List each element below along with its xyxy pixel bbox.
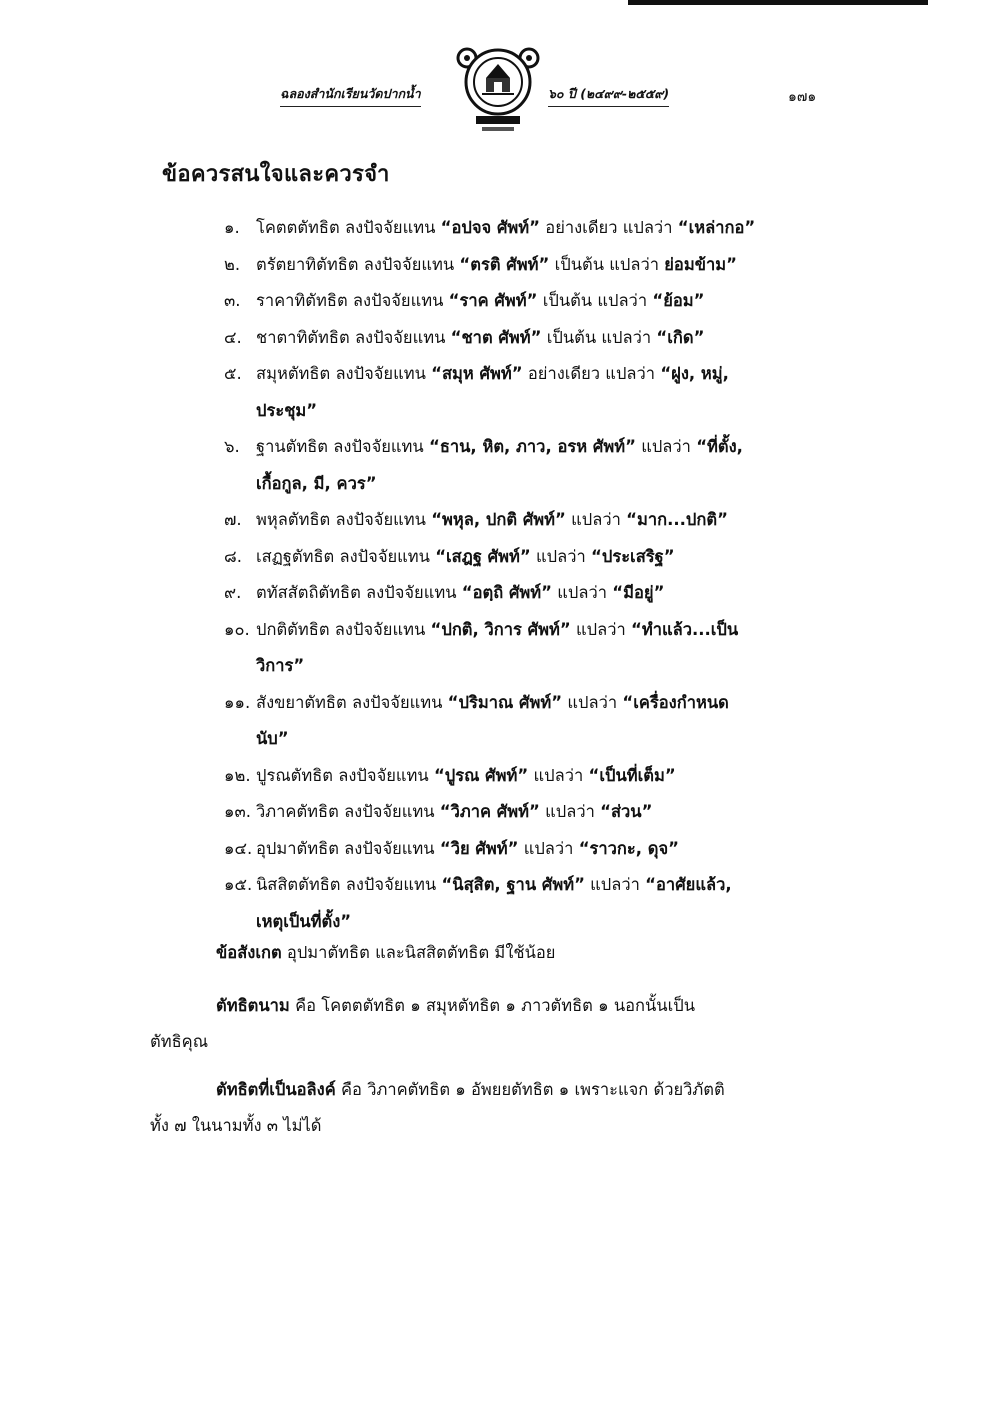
- item-continuation-text: วิการ”: [256, 656, 305, 675]
- page-number: ๑๗๑: [788, 89, 817, 105]
- item-number: ๑๑.: [224, 692, 251, 712]
- header-center-text: ๖๐ ปี (๒๔๙๙-๒๕๕๙): [548, 84, 669, 107]
- item-meaning: “มีอยู่”: [612, 583, 665, 602]
- item-text: [256, 356, 840, 393]
- item-name: ปกติตัทธิต ลงปัจจัยแทน: [256, 619, 426, 639]
- item-text: [256, 539, 840, 576]
- item-text: [256, 867, 840, 904]
- item-text: [256, 247, 840, 284]
- item-word: “ราค ศัพท์”: [448, 291, 538, 310]
- list-item: [224, 429, 840, 466]
- list-item: [224, 867, 840, 904]
- list-item: [224, 247, 840, 284]
- item-qualifier: เป็นต้น แปลว่า: [554, 254, 660, 274]
- item-qualifier: เป็นต้น แปลว่า: [546, 327, 652, 347]
- item-word: “ชาต ศัพท์”: [450, 327, 542, 347]
- temple-seal-icon: [450, 38, 546, 138]
- item-continuation: [224, 904, 840, 941]
- item-qualifier: แปลว่า: [557, 583, 608, 602]
- item-meaning: “ส่วน”: [600, 802, 653, 821]
- item-meaning: “เป็นที่เต็ม”: [588, 765, 676, 785]
- item-meaning: “เกิด”: [656, 327, 705, 347]
- item-name: สังขยาตัทธิต ลงปัจจัยแทน: [256, 692, 443, 712]
- item-meaning: “ประเสริฐ”: [591, 546, 675, 566]
- item-number: ๙.: [224, 583, 242, 602]
- item-text: [256, 685, 840, 722]
- list-item: [224, 685, 840, 722]
- item-word: “อตฺถิ ศัพท์”: [461, 583, 553, 602]
- item-qualifier: แปลว่า: [590, 875, 640, 894]
- paragraph-taddhita-alinga: [150, 1072, 850, 1144]
- list-item: [224, 758, 840, 795]
- item-continuation-text: เกื้อกูล, มี, ควร”: [256, 473, 377, 493]
- para2-line1: คือ วิภาคตัทธิต ๑ อัพยยตัทธิต ๑ เพราะแจก ด้วยวิภัตติ: [341, 1080, 725, 1099]
- item-meaning: “เครื่องกำหนด: [622, 692, 729, 712]
- item-text: [256, 283, 840, 320]
- item-meaning: “มาก...ปกติ”: [626, 510, 728, 529]
- list-item: [224, 320, 840, 357]
- item-name: โคตตตัทธิต ลงปัจจัยแทน: [256, 218, 436, 237]
- item-name: ราคาทิตัทธิต ลงปัจจัยแทน: [256, 291, 444, 310]
- item-number: ๗.: [224, 510, 242, 529]
- item-word: “เสฎฐ ศัพท์”: [435, 546, 531, 566]
- item-word: “สมุห ศัพท์”: [431, 364, 523, 383]
- item-continuation: [224, 466, 840, 503]
- item-name: ตรัตยาทิตัทธิต ลงปัจจัยแทน: [256, 254, 455, 274]
- item-number: ๑๐.: [224, 619, 250, 639]
- item-text: [256, 429, 840, 466]
- item-continuation: [224, 648, 840, 685]
- note-line: [216, 940, 555, 966]
- para2-label: ตัทธิตที่เป็นอลิงค์: [216, 1080, 336, 1099]
- item-number: ๓.: [224, 291, 241, 310]
- item-continuation-text: ประชุม”: [256, 400, 318, 420]
- list-item: [224, 539, 840, 576]
- item-word: “ธาน, หิต, ภาว, อรห ศัพท์”: [428, 437, 636, 456]
- item-qualifier: แปลว่า: [523, 838, 574, 858]
- item-qualifier: อย่างเดียว แปลว่า: [545, 218, 673, 237]
- item-continuation: [224, 393, 840, 430]
- item-number: ๑๓.: [224, 802, 251, 821]
- note-label: ข้อสังเกต: [216, 943, 282, 962]
- item-text: [256, 210, 840, 247]
- item-meaning: “ย้อม”: [652, 291, 705, 310]
- note-text: อุปมาตัทธิต และนิสสิตตัทธิต มีใช้น้อย: [286, 943, 556, 962]
- item-meaning: “ฝูง, หมู่,: [660, 364, 729, 383]
- list-item: [224, 831, 840, 868]
- item-qualifier: แปลว่า: [533, 765, 584, 785]
- item-number: ๑๒.: [224, 765, 251, 785]
- para2-line2: ทั้ง ๗ ในนามทั้ง ๓ ไม่ได้: [150, 1116, 322, 1135]
- item-meaning: ย่อมข้าม”: [664, 254, 737, 274]
- item-text: [256, 758, 840, 795]
- item-number: ๒.: [224, 254, 241, 274]
- item-continuation: [224, 721, 840, 758]
- item-text: [256, 502, 840, 539]
- item-word: “อปจจ ศัพท์”: [440, 218, 541, 237]
- item-word: “นิสฺสิต, ฐาน ศัพท์”: [441, 875, 585, 894]
- item-qualifier: แปลว่า: [575, 619, 626, 639]
- item-word: “วิย ศัพท์”: [439, 838, 519, 858]
- item-qualifier: แปลว่า: [545, 802, 595, 821]
- list-item: [224, 612, 840, 649]
- list-item: [224, 502, 840, 539]
- para1-line1: คือ โคตตตัทธิต ๑ สมุหตัทธิต ๑ ภาวตัทธิต ๑ นอกนั้นเป็น: [295, 996, 695, 1015]
- item-text: [256, 831, 840, 868]
- item-qualifier: แปลว่า: [536, 546, 586, 566]
- item-word: “ปกติ, วิการ ศัพท์”: [430, 619, 571, 639]
- item-word: “ตรติ ศัพท์”: [459, 254, 550, 274]
- item-word: “วิภาค ศัพท์”: [439, 802, 540, 821]
- list-item: [224, 210, 840, 247]
- item-text: [256, 794, 840, 831]
- item-number: ๑๕.: [224, 875, 253, 894]
- item-name: วิภาคตัทธิต ลงปัจจัยแทน: [256, 802, 435, 821]
- item-qualifier: แปลว่า: [567, 692, 618, 712]
- item-name: ฐานตัทธิต ลงปัจจัยแทน: [256, 437, 424, 456]
- item-qualifier: แปลว่า: [641, 437, 691, 456]
- item-word: “ปริมาณ ศัพท์”: [447, 692, 563, 712]
- item-name: ตทัสสัตถิตัทธิต ลงปัจจัยแทน: [256, 583, 457, 602]
- top-edge-bar: [628, 0, 928, 5]
- item-continuation-text: เหตุเป็นที่ตั้ง”: [256, 911, 352, 931]
- item-qualifier: แปลว่า: [571, 510, 621, 529]
- item-number: ๑๔.: [224, 838, 253, 858]
- item-text: [256, 612, 840, 649]
- item-name: เสฏฐตัทธิต ลงปัจจัยแทน: [256, 546, 430, 566]
- item-qualifier: เป็นต้น แปลว่า: [542, 291, 648, 310]
- item-meaning: “ที่ตั้ง,: [696, 437, 743, 456]
- item-continuation-text: นับ”: [256, 729, 289, 748]
- item-list: [224, 210, 840, 940]
- page-header: [0, 68, 1000, 138]
- item-meaning: “ทำแล้ว...เป็น: [630, 619, 739, 639]
- item-name: สมุหตัทธิต ลงปัจจัยแทน: [256, 364, 426, 383]
- list-item: [224, 356, 840, 393]
- item-number: ๑.: [224, 218, 240, 237]
- item-name: นิสสิตตัทธิต ลงปัจจัยแทน: [256, 875, 437, 894]
- item-name: ปูรณตัทธิต ลงปัจจัยแทน: [256, 765, 429, 785]
- list-item: [224, 794, 840, 831]
- list-item: [224, 283, 840, 320]
- item-meaning: “ราวกะ, ดุจ”: [578, 838, 680, 858]
- item-number: ๔.: [224, 327, 242, 347]
- section-title: ข้อควรสนใจและควรจำ: [162, 162, 390, 187]
- item-text: [256, 575, 840, 612]
- paragraph-taddhita-nama: [150, 988, 850, 1060]
- header-left-text: ฉลองสำนักเรียนวัดปากน้ำ: [280, 84, 421, 107]
- para1-line2: ตัทธิคุณ: [150, 1032, 209, 1051]
- item-name: อุปมาตัทธิต ลงปัจจัยแทน: [256, 838, 435, 858]
- item-number: ๘.: [224, 546, 242, 566]
- item-meaning: “เหล่ากอ”: [677, 218, 756, 237]
- item-name: ชาตาทิตัทธิต ลงปัจจัยแทน: [256, 327, 446, 347]
- item-text: [256, 320, 840, 357]
- item-name: พหุลตัทธิต ลงปัจจัยแทน: [256, 510, 426, 529]
- item-word: “ปูรณ ศัพท์”: [433, 765, 529, 785]
- item-number: ๖.: [224, 437, 240, 456]
- item-number: ๕.: [224, 364, 242, 383]
- para1-label: ตัทธิตนาม: [216, 996, 290, 1015]
- item-meaning: “อาศัยแล้ว,: [645, 875, 732, 894]
- item-word: “พหุล, ปกติ ศัพท์”: [431, 510, 566, 529]
- list-item: [224, 575, 840, 612]
- item-qualifier: อย่างเดียว แปลว่า: [527, 364, 656, 383]
